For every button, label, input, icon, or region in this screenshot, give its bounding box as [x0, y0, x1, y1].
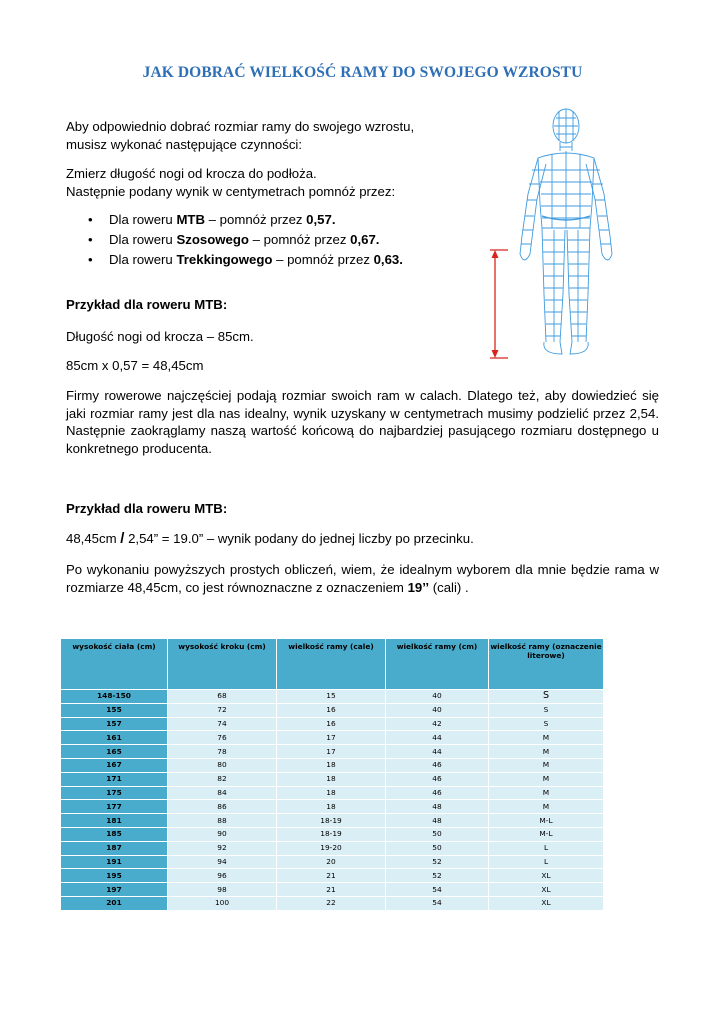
table-cell: 46	[386, 786, 489, 800]
table-cell: L	[489, 855, 604, 869]
table-cell: 48	[386, 800, 489, 814]
table-cell: 19-20	[277, 841, 386, 855]
table-cell: 175	[61, 786, 168, 800]
table-cell: 48	[386, 814, 489, 828]
table-header-row	[61, 639, 604, 690]
table-cell: 187	[61, 841, 168, 855]
table-cell: M	[489, 745, 604, 759]
table-cell: S	[489, 717, 604, 731]
table-cell: 68	[168, 690, 277, 704]
table-row	[61, 827, 604, 841]
intro-line-1: Aby odpowiednio dobrać rozmiar ramy do swojego wzrostu,	[66, 119, 415, 134]
table-cell: M	[489, 772, 604, 786]
table-cell: 52	[386, 869, 489, 883]
table-cell: 20	[277, 855, 386, 869]
table-row	[61, 883, 604, 897]
table-row	[61, 758, 604, 772]
table-cell: 78	[168, 745, 277, 759]
table-cell: 44	[386, 731, 489, 745]
table-cell: 148-150	[61, 690, 168, 704]
table-cell: 18	[277, 758, 386, 772]
page-title: JAK DOBRAĆ WIELKOŚĆ RAMY DO SWOJEGO WZROSTU	[142, 64, 583, 81]
table-row	[61, 800, 604, 814]
example-2-heading: Przykład dla roweru MTB:	[66, 501, 228, 516]
table-row	[61, 772, 604, 786]
table-cell: 195	[61, 869, 168, 883]
example-1-leg: Długość nogi od krocza – 85cm.	[66, 329, 254, 344]
table-cell: 15	[277, 690, 386, 704]
table-row	[61, 717, 604, 731]
table-cell: 46	[386, 772, 489, 786]
conclusion-paragraph: Po wykonaniu powyższych prostych obliczeń, wiem, że idealnym wyborem dla mnie będzie rama w rozmiarze 48,45cm, co jest równoznaczne z oznaczeniem 19’’ (cali) .	[66, 562, 659, 595]
table-cell: 181	[61, 814, 168, 828]
table-cell: 92	[168, 841, 277, 855]
table-cell: 17	[277, 745, 386, 759]
measure-line-2: Następnie podany wynik w centymetrach pomnóż przez:	[66, 183, 396, 199]
table-cell: 17	[277, 731, 386, 745]
table-cell: 161	[61, 731, 168, 745]
table-cell: 157	[61, 717, 168, 731]
table-cell: 84	[168, 786, 277, 800]
table-cell: M-L	[489, 814, 604, 828]
firms-paragraph: Firmy rowerowe najczęściej podają rozmiar swoich ram w calach. Dlatego też, aby dowiedzieć się jaki rozmiar ramy jest dla nas idealny, wynik uzyskany w centymetrach musimy podzielić przez 2,54. Następnie zaokrąglamy naszą wartość końcową do najbardziej pasującego rozmiaru dostępnego u konkretnego producenta.	[66, 388, 659, 456]
table-row	[61, 786, 604, 800]
table-cell: 16	[277, 717, 386, 731]
example-1-heading: Przykład dla roweru MTB:	[66, 297, 228, 312]
table-cell: L	[489, 841, 604, 855]
table-cell: 86	[168, 800, 277, 814]
table-row	[61, 814, 604, 828]
table-row	[61, 690, 604, 704]
table-row	[61, 745, 604, 759]
list-item: • Dla roweru Trekkingowego – pomnóż przez 0,63.	[66, 251, 403, 271]
table-cell: 54	[386, 896, 489, 910]
table-cell: 96	[168, 869, 277, 883]
table-cell: 40	[386, 690, 489, 704]
measure-line-1: Zmierz długość nogi od krocza do podłoża.	[66, 166, 317, 181]
table-cell: XL	[489, 883, 604, 897]
table-cell: 42	[386, 717, 489, 731]
table-cell: 18	[277, 786, 386, 800]
table-cell: 16	[277, 703, 386, 717]
table-cell: 50	[386, 827, 489, 841]
table-cell: S	[489, 703, 604, 717]
table-cell: XL	[489, 896, 604, 910]
table-cell: M	[489, 786, 604, 800]
table-cell: 22	[277, 896, 386, 910]
table-cell: 50	[386, 841, 489, 855]
intro-line-2: musisz wykonać następujące czynności:	[66, 136, 303, 152]
table-cell: 94	[168, 855, 277, 869]
list-item: • Dla roweru MTB – pomnóż przez 0,57.	[66, 211, 403, 231]
table-cell: 88	[168, 814, 277, 828]
table-cell: 18	[277, 772, 386, 786]
table-cell: 21	[277, 883, 386, 897]
example-2-calc: 48,45cm / 2,54” = 19.0” – wynik podany do jednej liczby po przecinku.	[66, 530, 474, 547]
header-frame-cm: wielkość ramy (cm)	[386, 639, 489, 690]
header-frame-letter: wielkość ramy (oznaczenie literowe)	[489, 639, 604, 690]
table-cell: 165	[61, 745, 168, 759]
header-inseam: wysokość kroku (cm)	[168, 639, 277, 690]
table-cell: 74	[168, 717, 277, 731]
multiplier-list	[66, 211, 403, 271]
table-cell: 197	[61, 883, 168, 897]
table-row	[61, 731, 604, 745]
table-row	[61, 703, 604, 717]
table-cell: 46	[386, 758, 489, 772]
table-cell: 54	[386, 883, 489, 897]
list-item: • Dla roweru Szosowego – pomnóż przez 0,67.	[66, 231, 403, 251]
table-cell: S	[489, 690, 604, 704]
table-cell: 201	[61, 896, 168, 910]
table-cell: 18	[277, 800, 386, 814]
table-cell: M	[489, 800, 604, 814]
table-cell: 18-19	[277, 814, 386, 828]
table-cell: 167	[61, 758, 168, 772]
table-cell: 18-19	[277, 827, 386, 841]
table-row	[61, 841, 604, 855]
table-cell: M	[489, 758, 604, 772]
table-cell: 155	[61, 703, 168, 717]
table-row	[61, 869, 604, 883]
table-cell: 177	[61, 800, 168, 814]
table-cell: 171	[61, 772, 168, 786]
table-cell: 82	[168, 772, 277, 786]
table-cell: M-L	[489, 827, 604, 841]
table-cell: XL	[489, 869, 604, 883]
table-cell: 44	[386, 745, 489, 759]
table-cell: M	[489, 731, 604, 745]
example-1-calc: 85cm x 0,57 = 48,45cm	[66, 358, 204, 373]
table-cell: 72	[168, 703, 277, 717]
table-cell: 191	[61, 855, 168, 869]
wireframe-body-icon	[486, 104, 616, 366]
table-row	[61, 896, 604, 910]
table-cell: 90	[168, 827, 277, 841]
table-cell: 76	[168, 731, 277, 745]
table-cell: 185	[61, 827, 168, 841]
header-body-height: wysokość ciała (cm)	[61, 639, 168, 690]
table-cell: 100	[168, 896, 277, 910]
header-frame-inches: wielkość ramy (cale)	[277, 639, 386, 690]
table-row	[61, 855, 604, 869]
table-cell: 52	[386, 855, 489, 869]
frame-size-table	[60, 638, 604, 911]
table-cell: 21	[277, 869, 386, 883]
table-cell: 98	[168, 883, 277, 897]
table-cell: 80	[168, 758, 277, 772]
table-cell: 40	[386, 703, 489, 717]
